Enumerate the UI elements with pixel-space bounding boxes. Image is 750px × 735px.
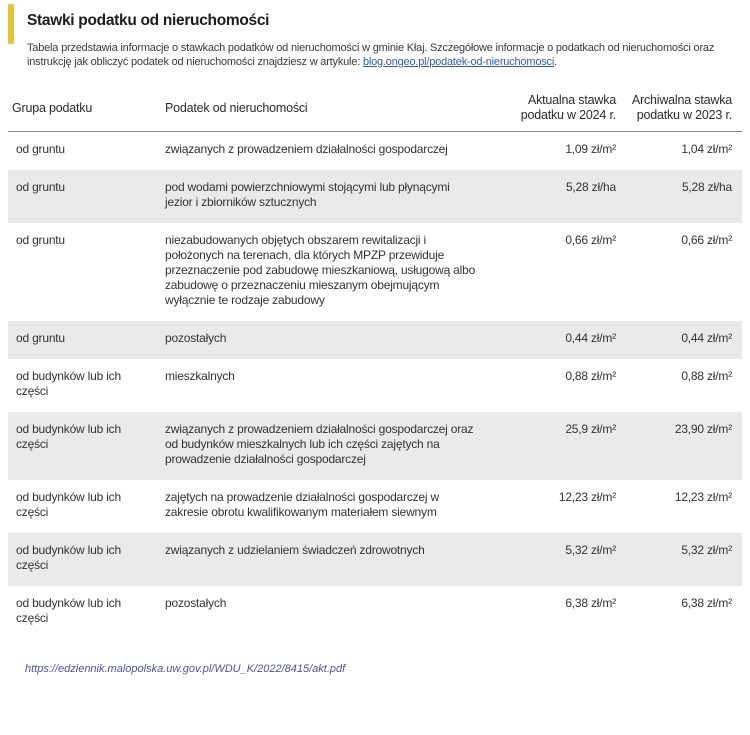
cell-tax-group: od budynków lub ich części [16, 369, 121, 398]
cell-tax-description: mieszkalnych [165, 369, 235, 383]
cell-rate-2024: 0,44 zł/m² [565, 331, 616, 345]
footer-source-link[interactable]: https://edziennik.malopolska.uw.gov.pl/WDU_K/2022/8415/akt.pdf [25, 663, 346, 675]
cell-rate-2023: 5,32 zł/m² [681, 543, 732, 557]
tax-rates-table [8, 89, 742, 639]
column-header-tax-group: Grupa podatku [12, 100, 93, 115]
cell-tax-description: pod wodami powierzchniowymi stojącymi lub płynącymi jezior i zbiorników sztucznych [165, 180, 450, 209]
table-body [8, 132, 742, 639]
cell-rate-2023: 12,23 zł/m² [674, 490, 732, 504]
accent-bar [8, 4, 14, 44]
cell-tax-group: od budynków lub ich części [16, 596, 121, 625]
cell-tax-description: zajętych na prowadzenie działalności gospodarczej w zakresie obrotu kwalifikowanym materiałem siewnym [165, 490, 439, 519]
table-row [8, 170, 742, 223]
cell-rate-2023: 6,38 zł/m² [681, 596, 732, 610]
description [27, 41, 739, 69]
cell-rate-2024: 6,38 zł/m² [565, 596, 616, 610]
cell-rate-2024: 25,9 zł/m² [565, 422, 616, 436]
cell-rate-2023: 0,66 zł/m² [681, 233, 732, 247]
cell-rate-2023: 1,04 zł/m² [681, 142, 732, 156]
cell-tax-description: związanych z prowadzeniem działalności gospodarczej [165, 142, 448, 156]
table-row [8, 321, 742, 359]
cell-tax-group: od budynków lub ich części [16, 490, 121, 519]
cell-tax-group: od gruntu [16, 142, 65, 156]
cell-tax-description: niezabudowanych objętych obszarem rewitalizacji i położonych na terenach, dla których MPZP przewiduje przeznaczenie pod zabudowę mieszkaniową, usługową albo zabudowę o przeznaczeniu mieszanym obejmującym wyłącznie te rodzaje zabudowy [165, 233, 476, 307]
table-row [8, 359, 742, 412]
description-suffix: . [554, 56, 557, 68]
table-row [8, 586, 742, 639]
column-header-tax-description: Podatek od nieruchomości [165, 100, 308, 115]
cell-rate-2024: 5,32 zł/m² [565, 543, 616, 557]
table-row [8, 533, 742, 586]
cell-tax-group: od gruntu [16, 180, 65, 194]
cell-tax-group: od budynków lub ich części [16, 543, 121, 572]
cell-rate-2024: 12,23 zł/m² [558, 490, 616, 504]
table-row [8, 412, 742, 480]
header [0, 0, 750, 69]
table-row [8, 132, 742, 170]
cell-rate-2024: 1,09 zł/m² [565, 142, 616, 156]
cell-tax-description: związanych z prowadzeniem działalności gospodarczej oraz od budynków mieszkalnych lub ich części zajętych na prowadzenie działalności gospodarczej [165, 422, 474, 466]
cell-tax-group: od gruntu [16, 331, 65, 345]
column-header-rate-2023: Archiwalna stawka podatku w 2023 r. [631, 93, 732, 122]
cell-tax-description: pozostałych [165, 331, 227, 345]
table-row [8, 223, 742, 321]
cell-rate-2023: 0,88 zł/m² [681, 369, 732, 383]
footer [25, 659, 750, 677]
cell-rate-2023: 5,28 zł/ha [681, 180, 732, 194]
page-title: Stawki podatku od nieruchomości [27, 12, 270, 29]
cell-tax-description: związanych z udzielaniem świadczeń zdrowotnych [165, 543, 425, 557]
description-text: Tabela przedstawia informacje o stawkach podatków od nieruchomości w gminie Kłaj. Szczegółowe informacje o podatkach od nieruchomości oraz instrukcję jak obliczyć podatek od nieruchomości znajdziesz w artykule: [27, 42, 715, 68]
cell-rate-2024: 0,88 zł/m² [565, 369, 616, 383]
table-row [8, 480, 742, 533]
column-header-rate-2024: Aktualna stawka podatku w 2024 r. [520, 93, 616, 122]
cell-rate-2023: 0,44 zł/m² [681, 331, 732, 345]
cell-rate-2023: 23,90 zł/m² [674, 422, 732, 436]
cell-rate-2024: 0,66 zł/m² [565, 233, 616, 247]
article-link[interactable]: blog.ongeo.pl/podatek-od-nieruchomosci [362, 56, 555, 68]
cell-tax-description: pozostałych [165, 596, 227, 610]
cell-tax-group: od budynków lub ich części [16, 422, 121, 451]
table-header-row [8, 89, 742, 132]
cell-rate-2024: 5,28 zł/ha [565, 180, 616, 194]
cell-tax-group: od gruntu [16, 233, 65, 247]
